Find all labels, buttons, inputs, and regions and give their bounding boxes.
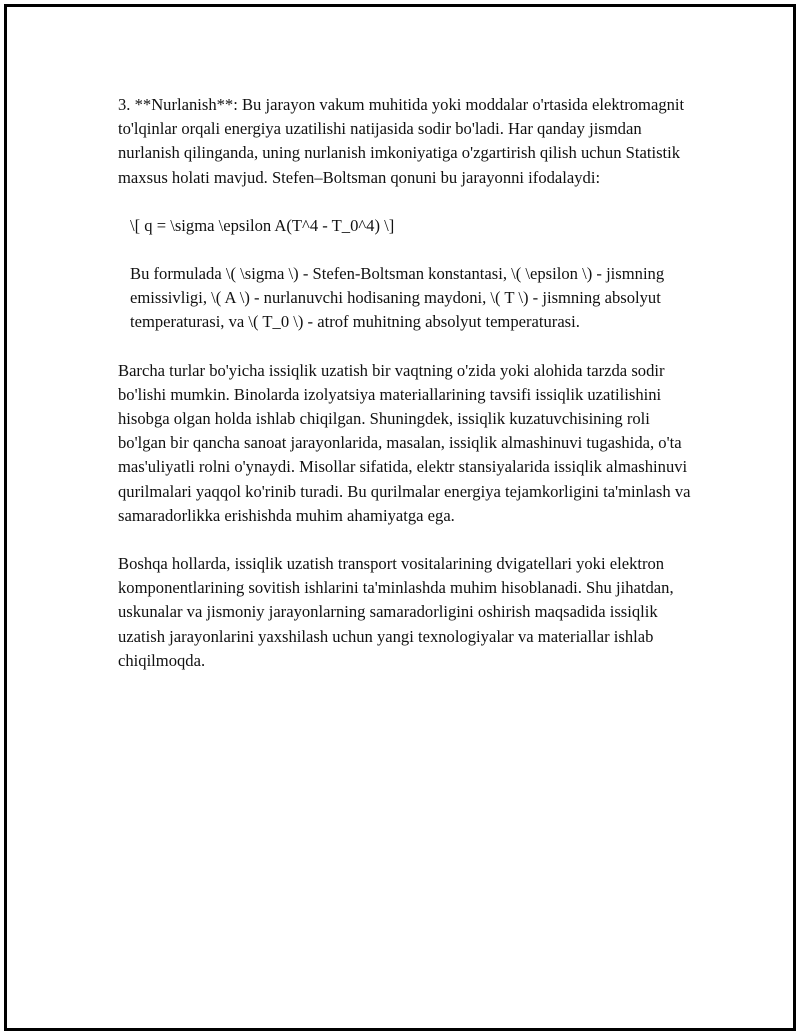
- formula-stefan-boltzmann: \[ q = \sigma \epsilon A(T^4 - T_0^4) \]: [130, 215, 395, 235]
- paragraph-radiation-intro: 3. **Nurlanish**: Bu jarayon vakum muhitida yoki moddalar o'rtasida elektromagnit to'lqinlar orqali energiya uzatilishi natijasida sodir bo'ladi. Har qanday jismdan nurlanish qilinganda, uning nurlanish imkoniyatiga o'zgartirish qilish uchun Statistik maxsus holati mavjud. Stefen–Boltsman qonuni bu jarayonni ifodalaydi:: [118, 95, 685, 187]
- paragraph-gap: [118, 528, 698, 552]
- document-body: [118, 93, 698, 673]
- paragraph-other-cases: Boshqa hollarda, issiqlik uzatish transport vositalarining dvigatellari yoki elektron komponentlarining sovitish ishlarini ta'minlashda muhim hisoblanadi. Shu jihatdan, uskunalar va jismoniy jarayonlarning samaradorligini oshirish maqsadida issiqlik uzatish jarayonlarini yaxshilash uchun yangi texnologiyalar va materiallar ishlab chiqilmoqda.: [118, 554, 674, 670]
- paragraph-gap: [118, 190, 698, 214]
- paragraph-heat-transfer-types: Barcha turlar bo'yicha issiqlik uzatish bir vaqtning o'zida yoki alohida tarzda sodir bo'lishi mumkin. Binolarda izolyatsiya materiallarining tavsifi issiqlik uzatilishini hisobga olgan holda ishlab chiqilgan. Shuningdek, issiqlik kuzatuvchisining roli bo'lgan bir qancha sanoat jarayonlarida, masalan, issiqlik almashinuvi tugashida, o'ta mas'uliyatli rolni o'ynaydi. Misollar sifatida, elektr stansiyalarida issiqlik almashinuvi qurilmalari yaqqol ko'rinib turadi. Bu qurilmalar energiya tejamkorligini ta'minlash va samaradorlikka erishishda muhim ahamiyatga ega.: [118, 360, 691, 525]
- paragraph-gap: [118, 335, 698, 359]
- paragraph-gap: [118, 238, 698, 262]
- paragraph-formula-explanation: Bu formulada \( \sigma \) - Stefen-Boltsman konstantasi, \( \epsilon \) - jismning emissivligi, \( A \) - nurlanuvchi hodisaning maydoni, \( T \) - jismning absolyut temperaturasi, va \( T_0 \) - atrof muhitning absolyut temperaturasi.: [130, 264, 665, 332]
